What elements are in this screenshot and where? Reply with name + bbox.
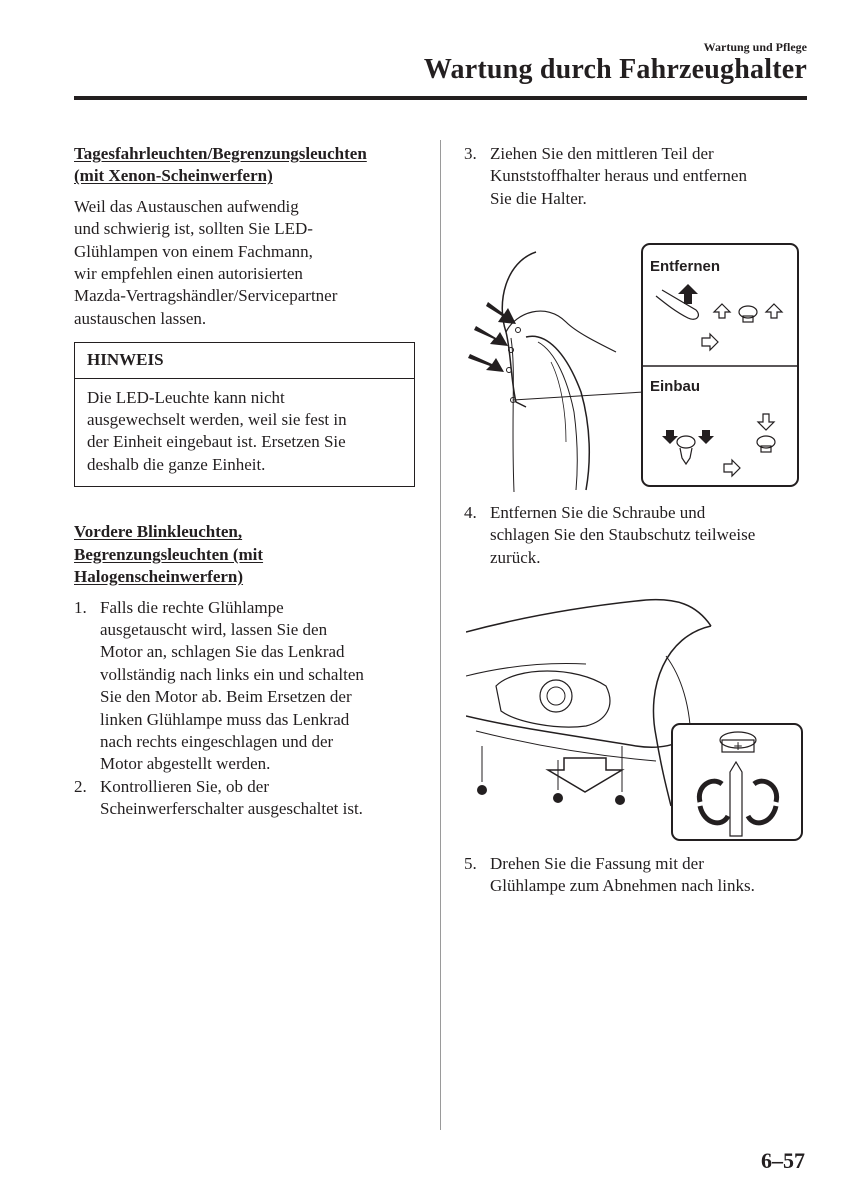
steps-list-left [74,597,419,821]
steps-list-step5 [464,853,809,898]
section-title: Wartung und Pflege [703,40,807,54]
right-column [464,143,809,210]
step-number: 4. [464,503,477,522]
figure-clip-removal [466,242,802,492]
list-item [464,853,809,898]
step-text: Entfernen Sie die Schraube und schlagen Sie den Staubschutz teilweise zurück. [490,503,756,567]
page-number: 6–57 [761,1148,805,1173]
step-text: Ziehen Sie den mittleren Teil der Kunststoffhalter heraus und entfernen Sie die Halter. [490,144,747,208]
step-number: 5. [464,854,477,873]
subheading-turn-signals: Vordere Blinkleuchten, Begrenzungsleuchten (mit Halogenscheinwerfern) [74,522,264,587]
list-item [464,502,809,569]
subheading-daytime-lights: Tagesfahrleuchten/Begrenzungsleuchten (mit Xenon-Scheinwerfern) [74,144,367,186]
paragraph-led-replacement: Weil das Austauschen aufwendig und schwierig ist, sollten Sie LED- Glühlampen von einem Fachmann, wir empfehlen einen autorisierten Mazda-Vertragshändler/Servicepartner austauschen lassen. [74,196,338,328]
note-title: HINWEIS [75,343,414,378]
note-text: Die LED-Leuchte kann nicht ausgewechselt werden, weil sie fest in der Einheit eingebaut ist. Ersetzen Sie deshalb die ganze Einheit. [87,387,347,474]
step-number: 1. [74,597,87,617]
label-remove: Entfernen [650,258,721,275]
list-item [74,776,419,821]
header-rule [74,96,807,100]
steps-list-right [464,143,809,210]
screw-removal-illustration [466,596,806,844]
left-column [74,143,419,821]
step-text: Drehen Sie die Fassung mit der Glühlampe zum Abnehmen nach links. [490,854,755,896]
list-item [464,143,809,210]
page-title: Wartung durch Fahrzeughalter [423,54,807,85]
figure-screw-removal [466,596,806,844]
steps-list-step4 [464,502,809,569]
note-box [74,342,415,487]
step-text: Kontrollieren Sie, ob der Scheinwerferschalter ausgeschaltet ist. [100,776,363,819]
step-number: 2. [74,776,87,796]
clip-removal-illustration [466,242,802,492]
column-divider [440,140,441,1130]
step-text: Falls die rechte Glühlampe ausgetauscht wird, lassen Sie den Motor an, schlagen Sie das Lenkrad vollständig nach links ein und schalten Sie den Motor ab. Beim Ersetzen der linken Glühlampe muss das Lenkrad nach rechts eingeschlagen und der Motor abgestellt werden. [100,597,364,774]
step-number: 3. [464,144,477,163]
step5-block [464,853,809,898]
label-install: Einbau [650,378,701,395]
list-item [74,597,419,776]
svg-text:+: + [732,739,744,753]
step4-block [464,502,809,569]
